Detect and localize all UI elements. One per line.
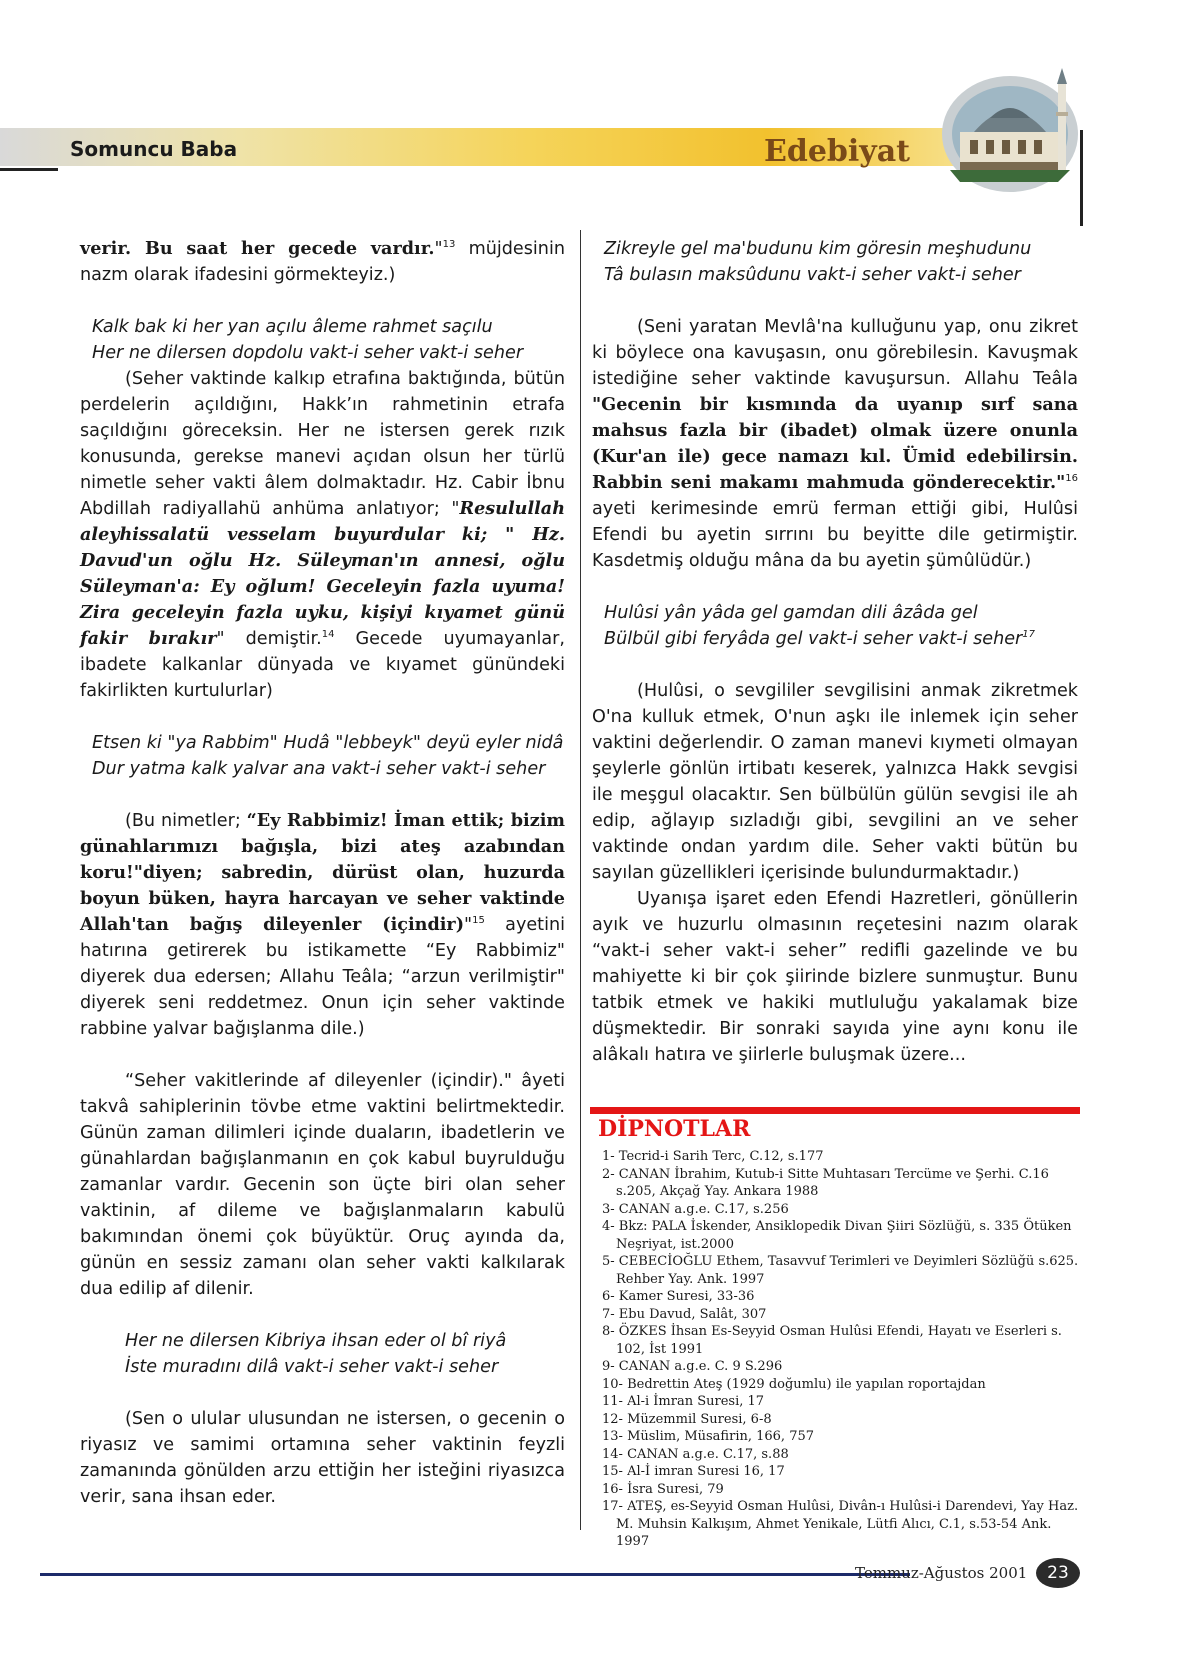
bold-text: verir. Bu saat her gecede vardır. — [80, 238, 435, 259]
footnote-item: 12- Müzemmil Suresi, 6-8 — [602, 1411, 772, 1427]
footnote-item: 1- Tecrid-i Sarih Terc, C.12, s.177 — [602, 1149, 824, 1164]
verse-line: Etsen ki "ya Rabbim" Hudâ "lebbeyk" deyü eyler nidâ — [92, 733, 564, 753]
verse-line: Tâ bulasın maksûdunu vakt-i seher vakt-i seher — [604, 265, 1021, 285]
paragraph-text: " demiştir. — [216, 629, 322, 649]
header-divider — [0, 168, 58, 171]
footnote-ref: 16 — [1065, 473, 1078, 485]
footnotes-title: DİPNOTLAR — [598, 1116, 751, 1142]
footnote-item: 16- İsra Suresi, 79 — [602, 1481, 724, 1497]
footnote-item: 11- Al-i İmran Suresi, 17 — [602, 1394, 765, 1409]
column-separator — [580, 230, 581, 1530]
paragraph-text: (Seni yaratan Mevlâ'na kulluğunu yap, onu zikret ki böylece ona kavuşasın, onu görebilesin. Kavuşmak istediğine seher vaktinde kavuşursun. Allahu Teâla — [592, 317, 1078, 389]
section-title: Edebiyat — [764, 134, 911, 169]
page-number: 23 — [1036, 1558, 1080, 1588]
right-column — [592, 236, 1078, 1068]
quote-mark: " — [464, 915, 473, 935]
footnote-item: 6- Kamer Suresi, 33-36 — [602, 1289, 755, 1304]
paragraph: (Hulûsi, o sevgililer sevgilisini anmak zikretmek O'na kulluk etmek, O'nun aşkı ile inlemek için seher vaktini değerlendir. O zaman manevi kıymeti olmayan şeylerle gönlün irtibatı keserek, yalnızca Hakk sevgisi ile meşgul olacaktır. Sen bülbülün gülün sevgisi ile ah edip, ağlayıp sızladığı gibi, sevgilini an ve seher vaktinde ondan yardım dile. Seher vakti bütün bu sayılan güzellikleri içerisinde bulundurmaktadır.) — [592, 681, 1078, 883]
footnote-item: 9- CANAN a.g.e. C. 9 S.296 — [602, 1359, 783, 1374]
paragraph — [592, 314, 1078, 574]
bold-text: “Ey Rabbimiz! İman ettik; bizim günahlarımızı bağışla, bizi ateş azabından koru!"diyen; sabredin, dürüst olan, huzurda boyun büken, hayra harcayan ve seher vaktinde Allah'tan bağış dileyenler (içindir) — [80, 810, 566, 935]
verse-line: Zikreyle gel ma'budunu kim göresin meşhudunu — [604, 239, 1032, 259]
paragraph: Uyanışa işaret eden Efendi Hazretleri, gönüllerin ayık ve huzurlu olmasının reçetesini nazım olarak “vakt-i seher vakt-i seher” redifli gazelinde ve bu mahiyette ki bir çok şiirinde bizlere sunmuştur. Bunu tatbik etmek ve hakiki mutluluğu yakalamak bize düşmektedir. Bir sonraki sayıda yine aynı konu ile alâkalı hatıra ve şiirlerle buluşmak üzere... — [592, 889, 1078, 1065]
paragraph-text: müjdesinin nazm olarak ifadesini görmekteyiz.) — [80, 239, 565, 285]
issue-date: Temmuz-Ağustos 2001 — [855, 1564, 1028, 1582]
footnote-item: 8- ÖZKES İhsan Es-Seyyid Osman Hulûsi Efendi, Hayatı ve Eserleri s. 102, İst 1991 — [602, 1324, 1062, 1357]
verse-text: Bülbül gibi feryâda gel vakt-i seher vakt-i seher — [604, 629, 1023, 649]
quote-mark: " — [434, 239, 443, 259]
paragraph-text: ayetini hatırına getirerek bu istikamette “Ey Rabbimiz" diyerek dua edersen; Allahu Teâla; “arzun verilmiştir" diyerek seni reddetmez. Onun için seher vaktinde rabbine yalvar bağışlanma dile.) — [80, 915, 566, 1039]
magazine-title: Somuncu Baba — [70, 137, 238, 161]
paragraph-text: Gecede uyumayanlar, ibadete kalkanlar dünyada ve kıyamet günündeki fakirlikten kurtulurlar) — [80, 629, 565, 701]
bold-italic-text: Resulullah aleyhissalatü vesselam buyurdular ki; " Hz. Davud'un oğlu Hz. Süleyman'ın annesi, oğlu Süleyman'a: Ey oğlum! Geceleyin fazla uyuma! Zira geceleyin fazla uyku, kişiyi kıyamet günü fakir bırakır — [80, 498, 565, 649]
verse-line: İste muradını dilâ vakt-i seher vakt-i seher — [125, 1357, 499, 1377]
verse-line: Her ne dilersen dopdolu vakt-i seher vakt-i seher — [92, 343, 524, 363]
mosque-icon — [930, 62, 1080, 192]
verse-line: Her ne dilersen Kibriya ihsan eder ol bî riyâ — [125, 1331, 507, 1351]
header-right-rule — [1080, 130, 1083, 226]
footnote-item: 7- Ebu Davud, Salât, 307 — [602, 1306, 767, 1322]
footnote-item: 13- Müslim, Müsafirin, 166, 757 — [602, 1429, 815, 1444]
paragraph: “Seher vakitlerinde af dileyenler (içindir)." âyeti takvâ sahiplerinin tövbe etme vaktini belirtmektedir. Günün zaman dilimleri içinde duaların, ibadetlerin ve günahlardan bağışlanmanın en çok kabul buyrulduğu zamanlar vardır. Gecenin son üçte biri olan seher vaktinin, af dileme ve bağışlanmaların kabulü bakımından önemi çok büyüktür. Oruç ayında da, günün en sessiz zamanı olan seher vakti kalkılarak dua edilip af dilenir. — [80, 1071, 565, 1299]
paragraph-text: (Seher vaktinde kalkıp etrafına baktığında, bütün perdelerin açıldığını, Hakk’ın rahmetinin etrafa saçıldığını göreceksin. Her ne istersen gerek rızık konusunda, gerekse manevi açıdan olsun her türlü nimetle seher vakti âlem dolmaktadır. Hz. Cabir İbnu Abdillah radiyallahü anhüma anlatıyor; " — [80, 369, 565, 519]
verse-line: Dur yatma kalk yalvar ana vakt-i seher vakt-i seher — [92, 759, 546, 779]
verse-line — [592, 626, 1078, 652]
verse-line: Hulûsi yân yâda gel gamdan dili âzâda gel — [604, 603, 978, 623]
footnote-ref: 15 — [472, 915, 485, 927]
footnote-item: 3- CANAN a.g.e. C.17, s.256 — [602, 1201, 789, 1217]
footnote-item: 15- Al-İ imran Suresi 16, 17 — [602, 1464, 785, 1479]
footnote-item: 10- Bedrettin Ateş (1929 doğumlu) ile yapılan roportajdan — [602, 1376, 986, 1392]
footnote-item: 4- Bkz: PALA İskender, Ansiklopedik Divan Şiiri Sözlüğü, s. 335 Ötüken Neşriyat, ist.2000 — [602, 1219, 1072, 1252]
left-column — [80, 236, 565, 1510]
footnote-ref: 13 — [442, 239, 456, 251]
footnote-item: 14- CANAN a.g.e. C.17, s.88 — [602, 1446, 789, 1462]
paragraph — [80, 236, 565, 288]
paragraph-text: (Bu nimetler; — [125, 811, 247, 831]
bold-text: "Gecenin bir kısmında da uyanıp sırf sana mahsus fazla bir (ibadet) olmak üzere onunla (Kur'an ile) gece namazı kıl. Ümid edebilirsin. Rabbin seni makamı mahmuda gönderecektir." — [592, 394, 1078, 493]
footnotes-rule — [590, 1107, 1080, 1114]
footnote-ref: 17 — [1022, 629, 1036, 641]
paragraph — [80, 808, 565, 1042]
footnote-ref: 14 — [321, 629, 335, 641]
paragraph: (Sen o ulular ulusundan ne istersen, o gecenin o riyasız ve samimi ortamına seher vaktinin feyzli zamanında gönülden arzu ettiğin her isteğini riyasızca verir, sana ihsan eder. — [80, 1409, 565, 1507]
footnote-item: 5- CEBECİOĞLU Ethem, Tasavvuf Terimleri ve Deyimleri Sözlüğü s.625. Rehber Yay. Ank. 1997 — [602, 1254, 1079, 1287]
paragraph — [80, 366, 565, 704]
footer-rule — [40, 1573, 910, 1576]
verse-line: Kalk bak ki her yan açılu âleme rahmet saçılu — [92, 317, 493, 337]
footnote-item: 2- CANAN İbrahim, Kutub-i Sitte Muhtasarı Tercüme ve Şerhi. C.16 s.205, Akçağ Yay. Ankara 1988 — [602, 1166, 1049, 1199]
footnotes-list — [594, 1148, 1080, 1551]
paragraph-text: ayeti kerimesinde emrü ferman ettiği gibi, Hulûsi Efendi bu ayetin sırrını bu beyitte dile getirmiştir. Kasdetmiş olduğu mâna da bu ayetin şümûlüdür.) — [592, 499, 1078, 571]
footnote-item: 17- ATEŞ, es-Seyyid Osman Hulûsi, Divân-ı Hulûsi-i Darendevi, Yay Haz. M. Muhsin Kalkışım, Ahmet Yenikale, Lütfi Alıcı, C.1, s.53-54 Ank. 1997 — [602, 1499, 1079, 1549]
